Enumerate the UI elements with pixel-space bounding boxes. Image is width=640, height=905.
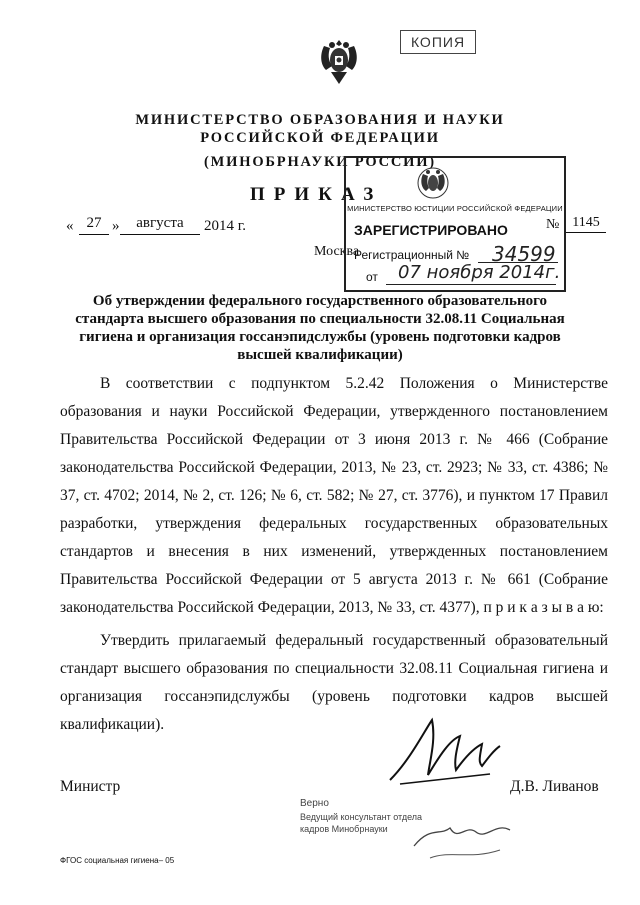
city: Москва (314, 244, 360, 259)
date-close-quote: » (112, 218, 120, 234)
date-month-underline (120, 234, 200, 235)
stamp-emblem-icon (416, 164, 450, 202)
stamp-reg-number: 34599 (492, 242, 556, 266)
verno-stamp (300, 796, 530, 876)
body-paragraph-1: В соответствии с подпунктом 5.2.42 Положения о Министерстве образования и науки Российской Федерации, утвержденного постановлением Правительства Российской Федерации от 3 июня 2013 г. № 466 (Собрание законодательства Российской Федерации, 2013, № 23, ст. 2923; № 33, ст. 4386; № 37, ст. 4702; 2014, № 2, ст. 126; № 6, ст. 582; № 27, ст. 3776), и пунктом 17 Правил разработки, утверждения федеральных государственных образовательных стандартов и внесения в них изменений, утвержденных постановлением Правительства Российской Федерации от 5 августа 2013 г. № 661 (Собрание законодательства Российской Федерации, 2013, № 33, ст. 4377), п р и к а з ы в а ю: (60, 375, 608, 616)
ministry-name-line2: РОССИЙСКОЙ ФЕДЕРАЦИИ (200, 130, 440, 146)
footer-code: ФГОС социальная гигиена– 05 (60, 856, 175, 865)
stamp-registered-label: ЗАРЕГИСТРИРОВАНО (354, 222, 508, 238)
registration-stamp (344, 156, 566, 292)
minister-signature (370, 700, 520, 800)
date-day: 27 (86, 215, 102, 231)
date-month: августа (136, 215, 184, 231)
stamp-date-label: от (366, 270, 378, 284)
date-open-quote: « (66, 218, 74, 234)
order-number: 1145 (572, 215, 600, 230)
stamp-date-underline (386, 284, 556, 285)
ministry-name-line1: МИНИСТЕРСТВО ОБРАЗОВАНИЯ И НАУКИ (135, 112, 505, 128)
date-year: 2014 г. (204, 218, 246, 234)
verno-signature (410, 806, 520, 866)
verno-stamp-title: Верно (300, 798, 329, 809)
russian-emblem-icon (318, 36, 360, 88)
verno-stamp-line1: Ведущий консультант отдела (300, 812, 423, 822)
minister-name: Д.В. Ливанов (510, 778, 599, 795)
order-number-underline (566, 232, 606, 233)
body-paragraph-2: Утвердить прилагаемый федеральный государственный образовательный стандарт высшего образования по специальности 32.08.11 Социальная гигиена и организация госсанэпидслужбы (уровень подготовки кадров высшей квалификации). (60, 632, 608, 733)
minister-position: Министр (60, 778, 121, 795)
stamp-date-value: 07 ноября 2014г. (398, 262, 561, 283)
number-sign: № (546, 217, 560, 232)
document-type: ПРИКАЗ (250, 184, 383, 205)
document-title: Об утверждении федерального государственного образовательного стандарта высшего образования по специальности 32.08.11 Социальная гигиена и организация госсанэпидслужбы (уровень подготовки кадров высшей квалификации) (75, 293, 565, 363)
stamp-ministry-name: МИНИСТЕРСТВО ЮСТИЦИИ РОССИЙСКОЙ ФЕДЕРАЦИИ (347, 204, 563, 213)
date-day-underline (79, 234, 109, 235)
verno-stamp-line2: кадров Минобрнауки (300, 824, 388, 834)
stamp-reg-number-label: Регистрационный № (354, 248, 470, 262)
ministry-short-name: (МИНОБРНАУКИ РОССИИ) (204, 154, 436, 170)
copy-stamp: КОПИЯ (400, 30, 476, 54)
